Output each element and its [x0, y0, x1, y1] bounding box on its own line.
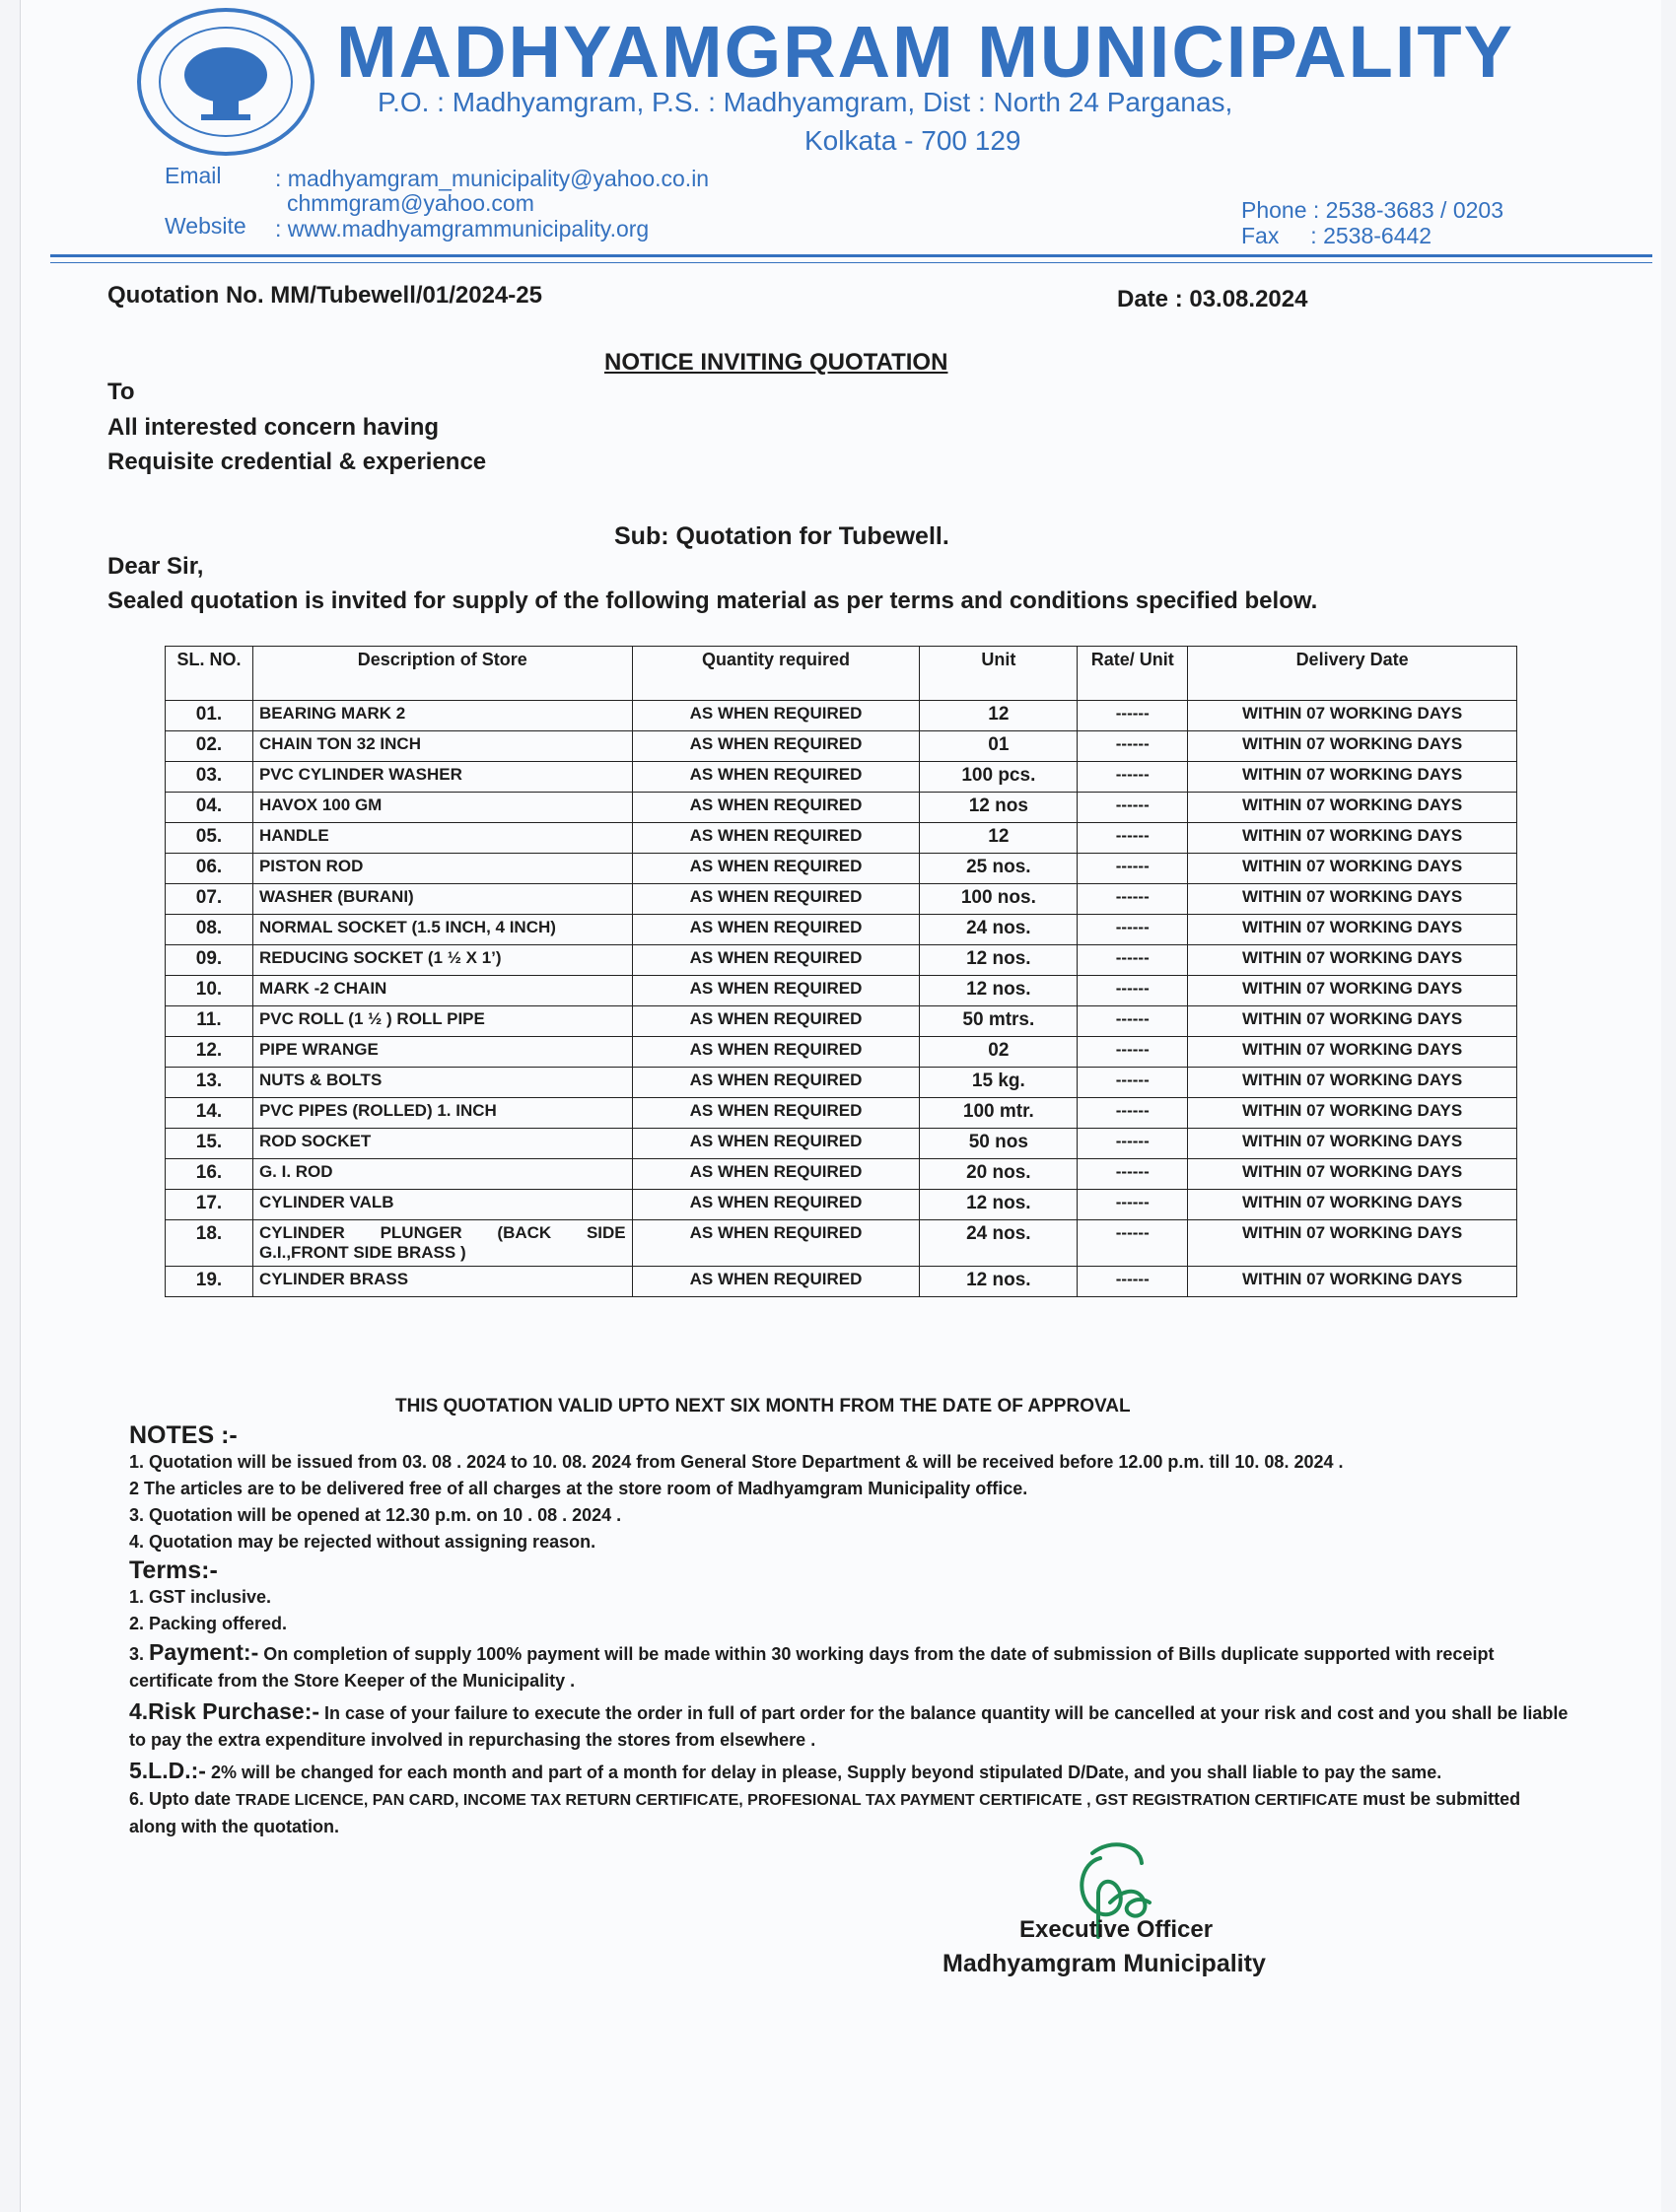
subject-line: Sub: Quotation for Tubewell. — [614, 522, 949, 550]
cell-description: PVC CYLINDER WASHER — [252, 762, 632, 793]
cell-delivery: WITHIN 07 WORKING DAYS — [1188, 793, 1517, 823]
note-item: 2 The articles are to be delivered free of all charges at the store room of Madhyamgram Municipality office. — [129, 1479, 1028, 1498]
cell-rate: ------ — [1078, 1068, 1188, 1098]
cell-delivery: WITHIN 07 WORKING DAYS — [1188, 762, 1517, 793]
table-row — [166, 1037, 1517, 1068]
cell-unit: 12 nos. — [920, 945, 1078, 976]
cell-delivery: WITHIN 07 WORKING DAYS — [1188, 854, 1517, 884]
address-line-2: Kolkata - 700 129 — [804, 125, 1021, 156]
cell-rate: ------ — [1078, 1220, 1188, 1267]
table-row — [166, 1068, 1517, 1098]
cell-unit: 12 nos — [920, 793, 1078, 823]
term-item-documents: 6. Upto date TRADE LICENCE, PAN CARD, INCOME TAX RETURN CERTIFICATE, PROFESIONAL TAX PAYMENT CERTIFICATE , GST REGISTRATION CERTIFICATE must be submitted along with the quotation. — [129, 1789, 1521, 1836]
cell-unit: 20 nos. — [920, 1159, 1078, 1190]
cell-sl: 03. — [166, 762, 253, 793]
cell-sl: 16. — [166, 1159, 253, 1190]
website-label: Website — [165, 213, 246, 239]
notes-section — [129, 1422, 1569, 1840]
cell-sl: 05. — [166, 823, 253, 854]
cell-unit: 24 nos. — [920, 915, 1078, 945]
signatory-title: Executive Officer — [1019, 1916, 1214, 1943]
cell-sl: 19. — [166, 1267, 253, 1297]
cell-description: HAVOX 100 GM — [252, 793, 632, 823]
cell-unit: 02 — [920, 1037, 1078, 1068]
cell-description: REDUCING SOCKET (1 ½ X 1’) — [252, 945, 632, 976]
cell-unit: 12 nos. — [920, 1267, 1078, 1297]
validity-statement: THIS QUOTATION VALID UPTO NEXT SIX MONTH FROM THE DATE OF APPROVAL — [395, 1396, 1131, 1417]
table-row — [166, 854, 1517, 884]
recipient-line-1: All interested concern having — [107, 414, 440, 441]
table-row — [166, 1267, 1517, 1297]
cell-quantity: AS WHEN REQUIRED — [632, 1098, 920, 1129]
cell-rate: ------ — [1078, 823, 1188, 854]
table-row — [166, 976, 1517, 1006]
cell-rate: ------ — [1078, 1267, 1188, 1297]
cell-rate: ------ — [1078, 701, 1188, 731]
cell-delivery: WITHIN 07 WORKING DAYS — [1188, 1006, 1517, 1037]
cell-quantity: AS WHEN REQUIRED — [632, 823, 920, 854]
cell-unit: 12 — [920, 823, 1078, 854]
cell-sl: 12. — [166, 1037, 253, 1068]
cell-quantity: AS WHEN REQUIRED — [632, 884, 920, 915]
cell-delivery: WITHIN 07 WORKING DAYS — [1188, 1267, 1517, 1297]
table-row — [166, 1098, 1517, 1129]
document-page — [20, 0, 1661, 2212]
cell-quantity: AS WHEN REQUIRED — [632, 701, 920, 731]
cell-delivery: WITHIN 07 WORKING DAYS — [1188, 884, 1517, 915]
cell-delivery: WITHIN 07 WORKING DAYS — [1188, 945, 1517, 976]
cell-rate: ------ — [1078, 1006, 1188, 1037]
salutation: Dear Sir, — [107, 553, 204, 580]
cell-description: CYLINDER VALB — [252, 1190, 632, 1220]
note-item: 4. Quotation may be rejected without assigning reason. — [129, 1532, 596, 1552]
cell-unit: 100 pcs. — [920, 762, 1078, 793]
cell-description: PISTON ROD — [252, 854, 632, 884]
table-row — [166, 1190, 1517, 1220]
cell-delivery: WITHIN 07 WORKING DAYS — [1188, 701, 1517, 731]
cell-description: BEARING MARK 2 — [252, 701, 632, 731]
table-row — [166, 731, 1517, 762]
cell-quantity: AS WHEN REQUIRED — [632, 762, 920, 793]
cell-unit: 50 mtrs. — [920, 1006, 1078, 1037]
term-item-ld: 5.L.D.:- 2% will be changed for each month and part of a month for delay in please, Supply beyond stipulated D/Date, and you shall liable to pay the same. — [129, 1758, 1442, 1783]
items-table — [165, 646, 1517, 1297]
col-header-description: Description of Store — [252, 647, 632, 701]
letterhead-divider — [50, 254, 1652, 257]
cell-description: ROD SOCKET — [252, 1129, 632, 1159]
term-item-risk-purchase: 4.Risk Purchase:- In case of your failure to execute the order in full of part order for the balance quantity will be cancelled at your risk and cost and you shall be liable to pay the extra expenditure involved in repurchasing the stores from elsewhere . — [129, 1698, 1569, 1750]
cell-quantity: AS WHEN REQUIRED — [632, 1006, 920, 1037]
cell-unit: 12 nos. — [920, 1190, 1078, 1220]
email-2: chmmgram@yahoo.com — [287, 190, 534, 216]
cell-unit: 01 — [920, 731, 1078, 762]
cell-quantity: AS WHEN REQUIRED — [632, 976, 920, 1006]
table-row — [166, 884, 1517, 915]
table-row — [166, 1159, 1517, 1190]
notice-date: Date : 03.08.2024 — [1117, 286, 1308, 312]
term-item: 1. GST inclusive. — [129, 1587, 272, 1607]
cell-description: MARK -2 CHAIN — [252, 976, 632, 1006]
cell-quantity: AS WHEN REQUIRED — [632, 793, 920, 823]
cell-sl: 15. — [166, 1129, 253, 1159]
website-url: : www.madhyamgrammunicipality.org — [275, 216, 650, 242]
fax-number: Fax : 2538-6442 — [1241, 223, 1432, 248]
signatory-org: Madhyamgram Municipality — [943, 1950, 1266, 1977]
email-1: : madhyamgram_municipality@yahoo.co.in — [275, 166, 710, 191]
cell-unit: 100 nos. — [920, 884, 1078, 915]
cell-rate: ------ — [1078, 976, 1188, 1006]
col-header-rate: Rate/ Unit — [1078, 647, 1188, 701]
logo-emblem-icon — [172, 37, 280, 126]
cell-quantity: AS WHEN REQUIRED — [632, 1068, 920, 1098]
intro-paragraph: Sealed quotation is invited for supply of the following material as per terms and conditions specified below. — [107, 588, 1318, 614]
cell-delivery: WITHIN 07 WORKING DAYS — [1188, 1220, 1517, 1267]
org-name: MADHYAMGRAM MUNICIPALITY — [336, 11, 1514, 93]
cell-rate: ------ — [1078, 731, 1188, 762]
terms-heading: Terms:- — [129, 1556, 218, 1584]
cell-delivery: WITHIN 07 WORKING DAYS — [1188, 1159, 1517, 1190]
cell-quantity: AS WHEN REQUIRED — [632, 945, 920, 976]
cell-delivery: WITHIN 07 WORKING DAYS — [1188, 823, 1517, 854]
cell-rate: ------ — [1078, 793, 1188, 823]
cell-sl: 11. — [166, 1006, 253, 1037]
cell-delivery: WITHIN 07 WORKING DAYS — [1188, 1190, 1517, 1220]
cell-quantity: AS WHEN REQUIRED — [632, 854, 920, 884]
cell-rate: ------ — [1078, 1098, 1188, 1129]
email-label: Email — [165, 163, 222, 188]
table-row — [166, 762, 1517, 793]
cell-rate: ------ — [1078, 854, 1188, 884]
cell-sl: 06. — [166, 854, 253, 884]
ld-label: 5.L.D.:- — [129, 1758, 206, 1783]
phone-number: Phone : 2538-3683 / 0203 — [1241, 197, 1504, 223]
cell-sl: 18. — [166, 1220, 253, 1267]
table-row — [166, 701, 1517, 731]
cell-sl: 08. — [166, 915, 253, 945]
payment-label: Payment:- — [149, 1639, 259, 1665]
cell-unit: 12 nos. — [920, 976, 1078, 1006]
table-header-row — [166, 647, 1517, 701]
municipality-logo — [137, 8, 314, 156]
cell-unit: 50 nos — [920, 1129, 1078, 1159]
cell-sl: 14. — [166, 1098, 253, 1129]
cell-quantity: AS WHEN REQUIRED — [632, 1159, 920, 1190]
cell-sl: 04. — [166, 793, 253, 823]
table-row — [166, 1129, 1517, 1159]
cell-description: CYLINDER PLUNGER (BACK SIDE G.I.,FRONT SIDE BRASS ) — [252, 1220, 632, 1267]
cell-rate: ------ — [1078, 1190, 1188, 1220]
term-item: 2. Packing offered. — [129, 1614, 288, 1633]
col-header-sl: SL. NO. — [166, 647, 253, 701]
cell-sl: 02. — [166, 731, 253, 762]
cell-quantity: AS WHEN REQUIRED — [632, 1267, 920, 1297]
cell-unit: 25 nos. — [920, 854, 1078, 884]
cell-delivery: WITHIN 07 WORKING DAYS — [1188, 1068, 1517, 1098]
cell-rate: ------ — [1078, 915, 1188, 945]
cell-quantity: AS WHEN REQUIRED — [632, 915, 920, 945]
cell-rate: ------ — [1078, 762, 1188, 793]
cell-delivery: WITHIN 07 WORKING DAYS — [1188, 976, 1517, 1006]
cell-sl: 13. — [166, 1068, 253, 1098]
cell-unit: 24 nos. — [920, 1220, 1078, 1267]
cell-delivery: WITHIN 07 WORKING DAYS — [1188, 731, 1517, 762]
cell-rate: ------ — [1078, 945, 1188, 976]
cell-quantity: AS WHEN REQUIRED — [632, 1037, 920, 1068]
cell-description: NUTS & BOLTS — [252, 1068, 632, 1098]
cell-description: CYLINDER BRASS — [252, 1267, 632, 1297]
cell-description: PVC ROLL (1 ½ ) ROLL PIPE — [252, 1006, 632, 1037]
cell-rate: ------ — [1078, 1037, 1188, 1068]
cell-delivery: WITHIN 07 WORKING DAYS — [1188, 1129, 1517, 1159]
cell-sl: 01. — [166, 701, 253, 731]
address-line-1: P.O. : Madhyamgram, P.S. : Madhyamgram, Dist : North 24 Parganas, — [378, 87, 1233, 117]
notice-title: NOTICE INVITING QUOTATION — [604, 349, 948, 376]
cell-unit: 15 kg. — [920, 1068, 1078, 1098]
cell-sl: 07. — [166, 884, 253, 915]
cell-description: PVC PIPES (ROLLED) 1. INCH — [252, 1098, 632, 1129]
table-row — [166, 1006, 1517, 1037]
table-body — [166, 701, 1517, 1297]
cell-sl: 17. — [166, 1190, 253, 1220]
cell-description: NORMAL SOCKET (1.5 INCH, 4 INCH) — [252, 915, 632, 945]
col-header-unit: Unit — [920, 647, 1078, 701]
cell-rate: ------ — [1078, 1159, 1188, 1190]
quotation-number: Quotation No. MM/Tubewell/01/2024-25 — [107, 282, 542, 309]
to-label: To — [107, 379, 135, 405]
cell-delivery: WITHIN 07 WORKING DAYS — [1188, 1098, 1517, 1129]
cell-delivery: WITHIN 07 WORKING DAYS — [1188, 1037, 1517, 1068]
required-documents: TRADE LICENCE, PAN CARD, INCOME TAX RETURN CERTIFICATE, PROFESIONAL TAX PAYMENT CERTIFICATE , GST REGISTRATION CERTIFICATE — [236, 1792, 1359, 1809]
risk-purchase-label: 4.Risk Purchase:- — [129, 1698, 320, 1724]
cell-unit: 100 mtr. — [920, 1098, 1078, 1129]
cell-description: HANDLE — [252, 823, 632, 854]
notes-heading: NOTES :- — [129, 1421, 238, 1449]
note-item: 3. Quotation will be opened at 12.30 p.m. on 10 . 08 . 2024 . — [129, 1505, 622, 1525]
col-header-delivery: Delivery Date — [1188, 647, 1517, 701]
cell-rate: ------ — [1078, 1129, 1188, 1159]
cell-quantity: AS WHEN REQUIRED — [632, 1220, 920, 1267]
table-row — [166, 793, 1517, 823]
cell-rate: ------ — [1078, 884, 1188, 915]
table-row — [166, 823, 1517, 854]
table-row — [166, 945, 1517, 976]
cell-quantity: AS WHEN REQUIRED — [632, 731, 920, 762]
recipient-line-2: Requisite credential & experience — [107, 449, 487, 475]
cell-description: WASHER (BURANI) — [252, 884, 632, 915]
table-row — [166, 1220, 1517, 1267]
col-header-quantity: Quantity required — [632, 647, 920, 701]
table-row — [166, 915, 1517, 945]
cell-description: CHAIN TON 32 INCH — [252, 731, 632, 762]
cell-sl: 09. — [166, 945, 253, 976]
cell-description: PIPE WRANGE — [252, 1037, 632, 1068]
cell-quantity: AS WHEN REQUIRED — [632, 1129, 920, 1159]
cell-description: G. I. ROD — [252, 1159, 632, 1190]
cell-sl: 10. — [166, 976, 253, 1006]
cell-delivery: WITHIN 07 WORKING DAYS — [1188, 915, 1517, 945]
cell-unit: 12 — [920, 701, 1078, 731]
term-item-payment: 3. Payment:- On completion of supply 100% payment will be made within 30 working days from the date of submission of Bills duplicate supported with receipt certificate from the Store Keeper of the Municipality . — [129, 1639, 1495, 1691]
note-item: 1. Quotation will be issued from 03. 08 . 2024 to 10. 08. 2024 from General Store Department & will be received before 12.00 p.m. till 10. 08. 2024 . — [129, 1452, 1344, 1472]
cell-quantity: AS WHEN REQUIRED — [632, 1190, 920, 1220]
